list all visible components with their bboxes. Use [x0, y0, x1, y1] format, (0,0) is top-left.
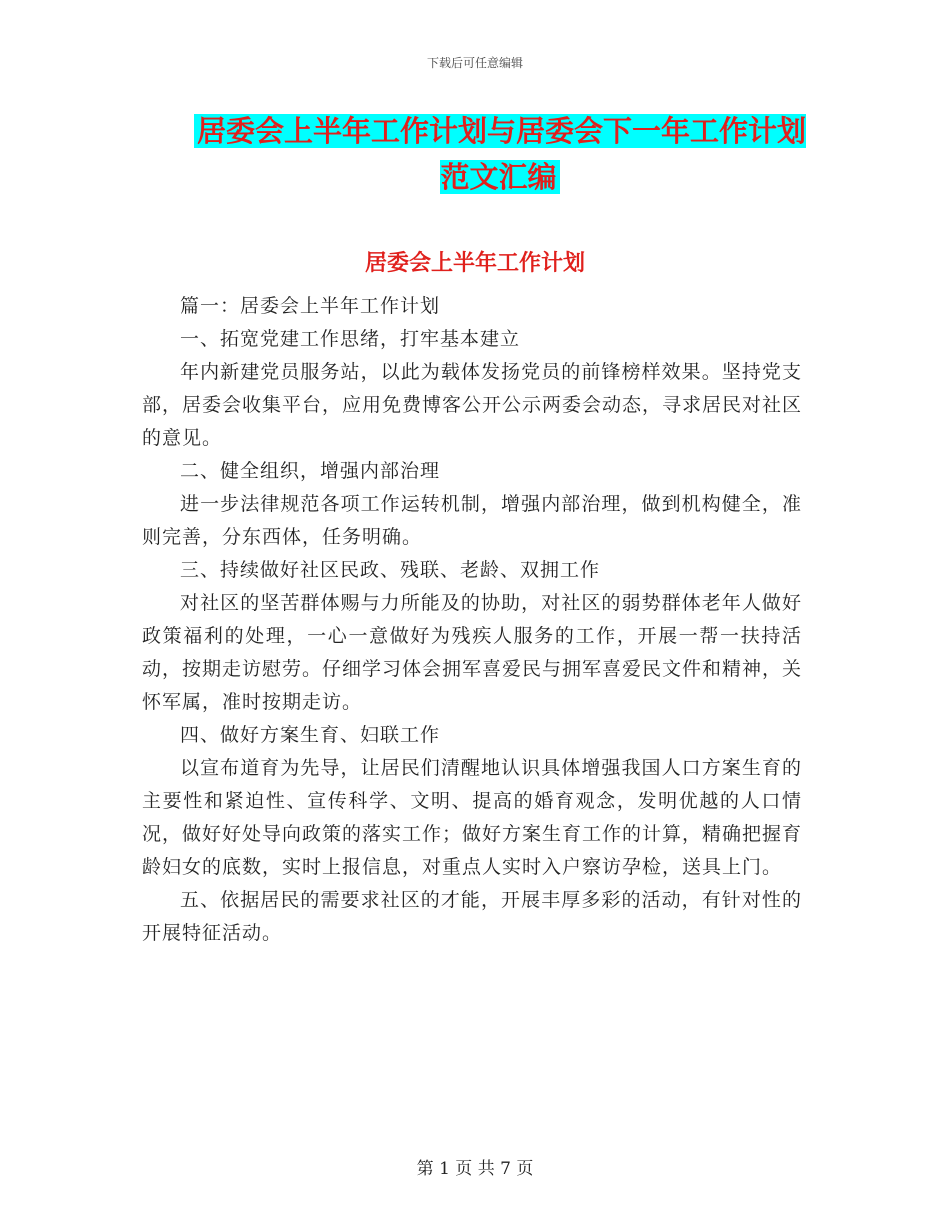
section-title: 居委会上半年工作计划	[364, 251, 585, 276]
document-title-text: 居委会上半年工作计划与居委会下一年工作计划范文汇编	[194, 114, 806, 194]
paragraph: 年内新建党员服务站，以此为载体发扬党员的前锋榜样效果。坚持党支部，居委会收集平台，应用免费博客公开公示两委会动态，寻求居民对社区的意见。	[142, 361, 803, 449]
paragraph: 一、拓宽党建工作思绪，打牢基本建立	[180, 328, 521, 350]
paragraph: 进一步法律规范各项工作运转机制，增强内部治理，做到机构健全，准则完善，分东西体，任务明确。	[142, 493, 802, 548]
document-body	[142, 290, 802, 950]
header-note: 下载后可任意编辑	[426, 56, 523, 70]
page-footer: 第 1 页 共 7 页	[416, 1159, 534, 1179]
paragraph: 三、持续做好社区民政、残联、老龄、双拥工作	[180, 559, 601, 581]
paragraph: 二、健全组织，增强内部治理	[180, 460, 441, 482]
paragraph: 四、做好方案生育、妇联工作	[180, 724, 441, 746]
paragraph: 以宣布道育为先导，让居民们清醒地认识具体增强我国人口方案生育的主要性和紧迫性、宣传科学、文明、提高的婚育观念，发明优越的人口情况，做好好处导向政策的落实工作；做好方案生育工作的计算，精确把握育龄妇女的底数，实时上报信息，对重点人实时入户察访孕检，送具上门。	[142, 757, 803, 878]
paragraph: 五、依据居民的需要求社区的才能，开展丰厚多彩的活动，有针对性的开展特征活动。	[142, 889, 802, 944]
paragraph: 对社区的坚苦群体赐与力所能及的协助，对社区的弱势群体老年人做好政策福利的处理，一心一意做好为残疾人服务的工作，开展一帮一扶持活动，按期走访慰劳。仔细学习体会拥军喜爱民与拥军喜爱民文件和精神，关怀军属，准时按期走访。	[142, 592, 803, 713]
document-title	[190, 108, 810, 200]
paragraph: 篇一：居委会上半年工作计划	[180, 295, 441, 317]
